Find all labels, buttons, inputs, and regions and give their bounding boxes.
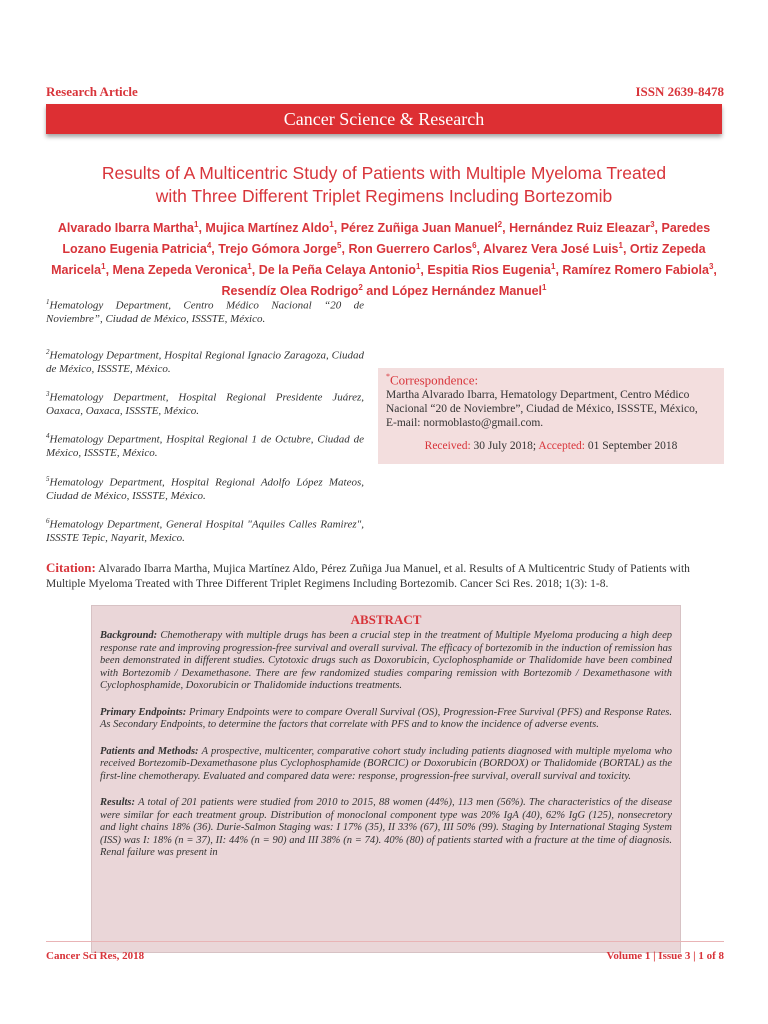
affiliation-text: Hematology Department, Hospital Regional Presidente Juárez, Oaxaca, Oaxaca, ISSSTE, México. (46, 391, 364, 418)
author-affiliation-number: 2 (358, 283, 363, 293)
citation-label: Citation: (46, 560, 96, 575)
affiliation-number: 1 (46, 298, 50, 306)
author-affiliation-number: 1 (542, 283, 547, 293)
footer-journal: Cancer Sci Res, 2018 (46, 950, 145, 962)
affiliation-4 (46, 430, 364, 461)
author-name: Mena Zepeda Veronica (112, 263, 248, 278)
received-date: 30 July 2018; (473, 440, 537, 453)
footer-page-info: Volume 1 | Issue 3 | 1 of 8 (606, 950, 724, 962)
author-affiliation-number: 1 (329, 220, 334, 229)
author-separator: , (555, 263, 563, 278)
section-label: Patients and Methods: (100, 745, 199, 757)
author-separator: , (654, 221, 662, 236)
abstract-heading: ABSTRACT (350, 612, 422, 627)
affiliation-text: Hematology Department, Hospital Regional 1 de Octubre, Ciudad de México, ISSSTE, México. (46, 433, 364, 460)
correspondence-mark: * (386, 372, 390, 381)
abstract-box (91, 605, 681, 953)
author-separator: , (476, 242, 484, 257)
section-text: A total of 201 patients were studied from 2010 to 2015, 88 women (44%), 113 men (56%). The characteristics of the disease were similar for each treatment group. Distribution of monoclonal component type was 20% IgA (40), 62% IgG (125), nonsecretory and light chains 18% (36). Durie-Salmon Staging was: I 17% (35), II 33% (67), III 50% (99). Staging by International Staging System (ISS) was I: 18% (n = 37), II: 44% (n = 90) and III 38% (n = 74). 40% (80) of patients started with a fracture at the time of diagnosis. Renal failure was present in (100, 797, 673, 858)
abstract-background (100, 630, 672, 693)
affiliation-text: Hematology Department, Hospital Regional Adolfo López Mateos, Ciudad de México, ISSSTE, México. (46, 476, 364, 503)
affiliation-text: Hematology Department, General Hospital "Aquiles Calles Ramirez", ISSSTE Tepic, Nayarit, Mexico. (46, 518, 364, 545)
author-name: Ron Guerrero Carlos (348, 242, 473, 257)
author-affiliation-number: 1 (415, 262, 421, 272)
section-label: Results: (100, 797, 136, 808)
author-name: Espitia Rios Eugenia (427, 263, 551, 278)
accepted-label: Accepted: (538, 440, 586, 453)
author-name: Resendíz Olea Rodrigo (221, 284, 359, 299)
citation-block (46, 560, 726, 592)
author-separator: and (362, 284, 392, 299)
author-separator: , (713, 263, 717, 278)
affiliation-number: 4 (46, 432, 50, 440)
correspondence-box (378, 368, 724, 464)
citation-text: Alvarado Ibarra Martha, Mujica Martínez Aldo, Pérez Zuñiga Jua Manuel, et al. Results of A Multicentric Study of Patients with Multiple Myeloma Treated with Three Different Triplet Regimens Including Bortezomib. Cancer Sci Res. 2018; 1(3): 1-8. (46, 563, 690, 590)
correspondence-title: Correspondence: (390, 372, 479, 388)
author-affiliation-number: 1 (101, 262, 106, 272)
author-name: Alvarado Ibarra Martha (57, 221, 195, 236)
affiliation-number: 6 (46, 517, 50, 525)
section-text: Primary Endpoints were to compare Overall Survival (OS), Progression-Free Survival (PFS) and Response Rates. As Secondary Endpoints, to determine the factors that correlate with PFS and to know the incidence of adverse events. (100, 706, 673, 730)
author-name: Trejo Gómora Jorge (218, 242, 338, 257)
author-separator: , (211, 242, 219, 257)
author-affiliation-number: 2 (497, 220, 503, 229)
author-list (40, 216, 728, 301)
title-line-1: Results of A Multicentric Study of Patients with Multiple Myeloma Treated (101, 163, 667, 183)
correspondence-heading (386, 372, 716, 388)
section-label: Primary Endpoints: (100, 706, 187, 718)
author-affiliation-number: 1 (194, 220, 199, 229)
footer-divider (46, 941, 724, 942)
accepted-date: 01 September 2018 (587, 440, 678, 453)
correspondence-address: Martha Alvarado Ibarra, Hematology Department, Centro Médico Nacional “20 de Noviembre”, Ciudad de México, ISSSTE, México, (386, 389, 698, 416)
author-affiliation-number: 6 (472, 241, 477, 251)
affiliation-5 (46, 473, 364, 504)
affiliation-number: 5 (46, 475, 50, 483)
author-affiliation-number: 4 (206, 241, 212, 251)
section-text: A prospective, multicenter, comparative cohort study including patients diagnosed with multiple myeloma who received Bortezomib-Dexamethasone plus Cyclophosphamide (BORCIC) or Doxorubicin (BORDOX) or Thalidomide (BORTAL) as the first-line chemotherapy. Evaluated and compared data were: response, progression-free survival, overall survival and toxicity. (100, 745, 672, 782)
abstract-primary-endpoints (100, 707, 672, 732)
author-separator: , (622, 242, 630, 257)
author-separator: , (341, 242, 349, 257)
author-name: Paredes Lozano Eugenia Patricia (62, 221, 711, 257)
author-name: Alvarez Vera José Luis (483, 242, 619, 257)
author-separator: , (333, 221, 341, 236)
issn-label: ISSN 2639-8478 (635, 84, 724, 99)
author-name: Ortiz Zepeda Maricela (51, 242, 706, 278)
author-separator: , (198, 221, 206, 236)
author-separator: , (251, 263, 259, 278)
author-affiliation-number: 1 (247, 262, 252, 272)
journal-title-banner: Cancer Science & Research (46, 104, 722, 134)
author-affiliation-number: 1 (618, 241, 623, 251)
author-name: Pérez Zuñiga Juan Manuel (340, 221, 498, 236)
affiliation-text: Hematology Department, Centro Médico Nacional “20 de Noviembre”, Ciudad de México, ISSSTE, México. (46, 299, 364, 326)
author-affiliation-number: 3 (650, 220, 655, 229)
affiliation-number: 2 (46, 348, 50, 356)
author-name: López Hernández Manuel (391, 284, 543, 299)
affiliation-3 (46, 388, 364, 419)
abstract-results (100, 797, 672, 860)
section-label: Background: (100, 630, 158, 641)
affiliation-number: 3 (46, 390, 50, 398)
author-affiliation-number: 3 (708, 262, 714, 272)
article-title (40, 162, 728, 208)
section-text: Chemotherapy with multiple drugs has been a crucial step in the treatment of Multiple Myeloma producing a high deep response rate and improving progression-free survival and overall survival. The efficacy of bortezomib in the induction of remission has been demonstrated in different studies. Cytotoxic drugs such as Doxorubicin, Cyclophosphamide or Thalidomide have been combined with Bortezomib / Dexamethasone. There are few randomized studies comparing remission with Bortezomib / Dexamethasone with Cyclophosphamide, Doxorubicin or Thalidomide inductions treatments. (100, 630, 673, 691)
author-name: De la Peña Celaya Antonio (258, 263, 416, 278)
article-dates (386, 440, 716, 452)
author-separator: , (105, 263, 113, 278)
affiliation-6 (46, 515, 364, 546)
author-name: Ramírez Romero Fabiola (562, 263, 709, 278)
author-affiliation-number: 5 (337, 241, 342, 251)
author-separator: , (502, 221, 510, 236)
received-label: Received: (424, 440, 471, 453)
affiliation-text: Hematology Department, Hospital Regional Ignacio Zaragoza, Ciudad de México, ISSSTE, México. (46, 349, 364, 376)
correspondence-email[interactable]: E-mail: normoblasto@gmail.com. (386, 417, 544, 430)
author-affiliation-number: 1 (550, 262, 556, 272)
title-line-2: with Three Different Triplet Regimens Including Bortezomib (155, 186, 613, 206)
article-type-label: Research Article (46, 84, 138, 99)
author-name: Mujica Martínez Aldo (205, 221, 330, 236)
author-name: Hernández Ruiz Eleazar (509, 221, 651, 236)
abstract-methods (100, 746, 672, 784)
affiliation-2 (46, 346, 364, 377)
affiliation-1 (46, 296, 364, 327)
author-separator: , (420, 263, 428, 278)
